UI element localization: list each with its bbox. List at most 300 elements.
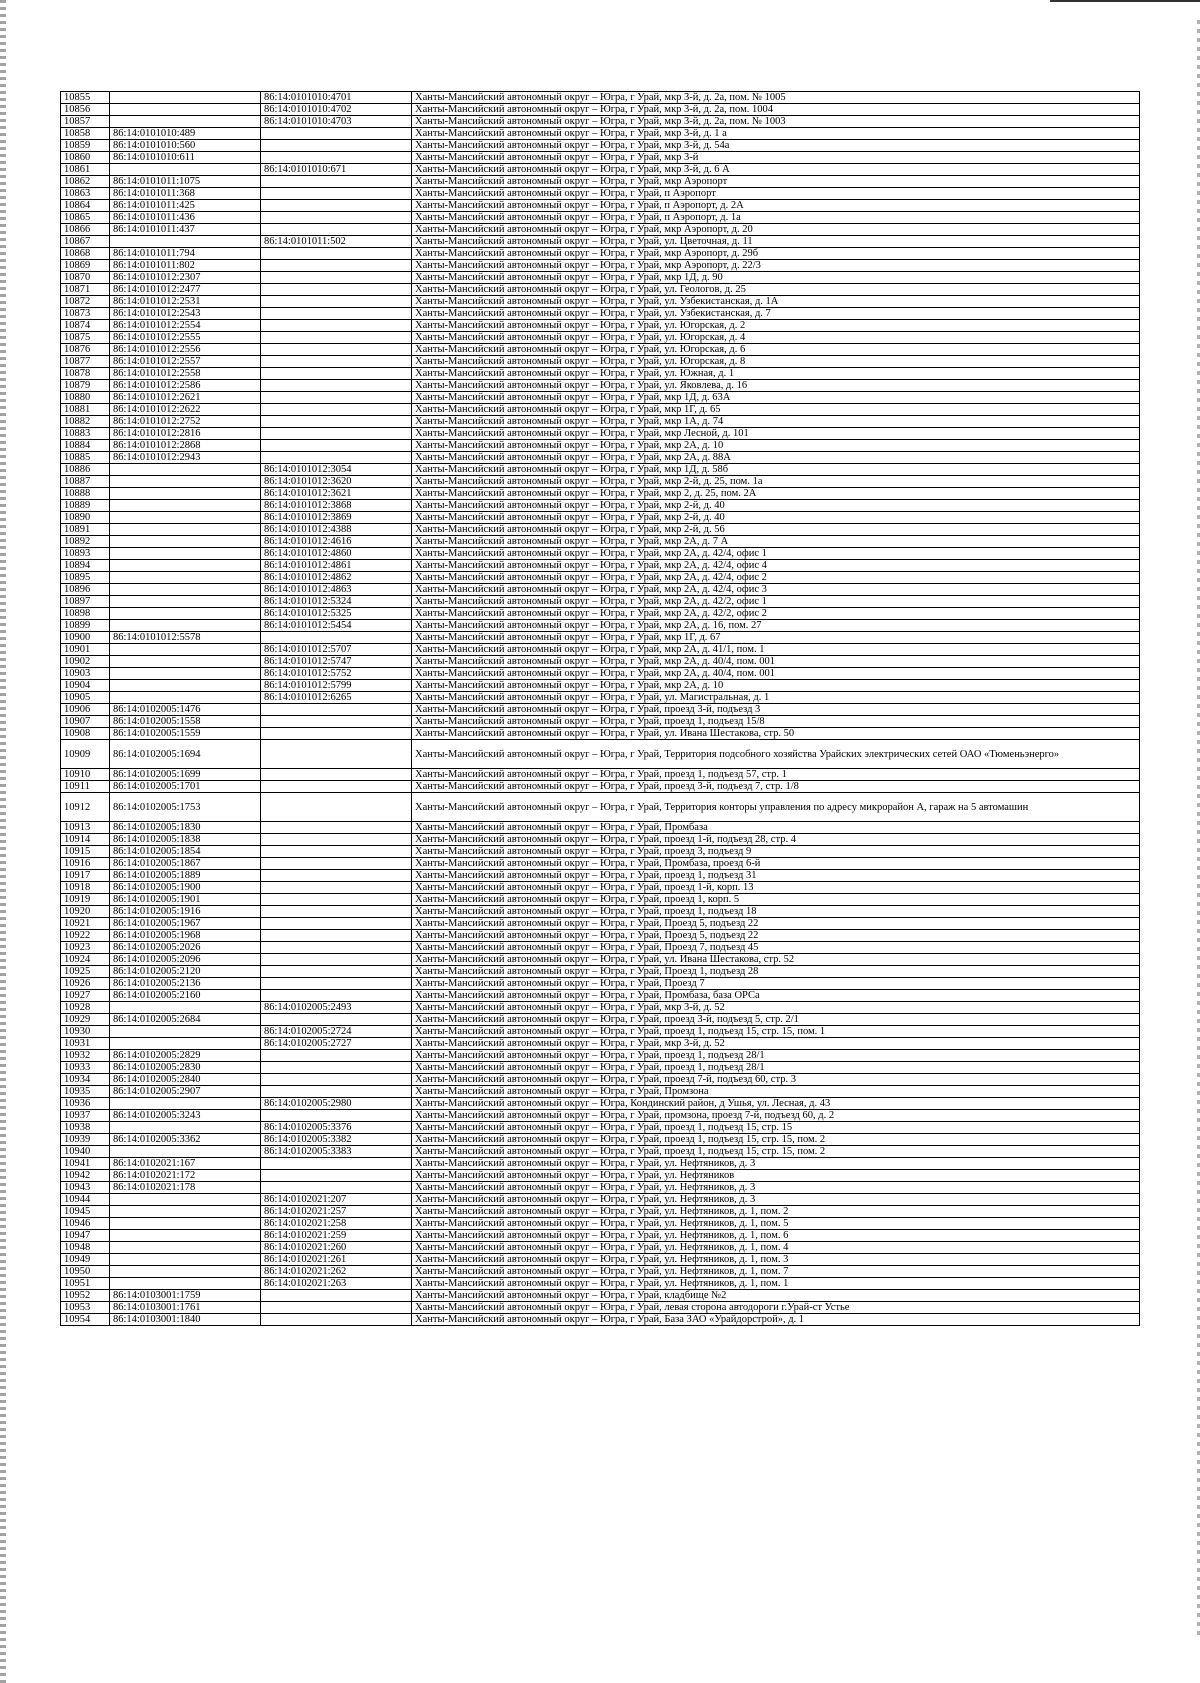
address-cell: Ханты-Мансийский автономный округ – Югра, г Урай, ул. Югорская, д. 8 — [412, 356, 1140, 368]
row-number-cell: 10934 — [61, 1074, 110, 1086]
table-row — [61, 906, 1140, 918]
cadastral-number-alt-cell — [261, 1158, 412, 1170]
table-row — [61, 200, 1140, 212]
row-number-cell: 10943 — [61, 1182, 110, 1194]
address-cell: Ханты-Мансийский автономный округ – Югра, г Урай, мкр 1Д, д. 63А — [412, 392, 1140, 404]
table-row — [61, 212, 1140, 224]
address-cell: Ханты-Мансийский автономный округ – Югра, г Урай, проезд 3-й, подъезд 7, стр. 1/8 — [412, 781, 1140, 793]
address-cell: Ханты-Мансийский автономный округ – Югра, г Урай, Территория подсобного хозяйства Урайских электрических сетей ОАО «Тюменьэнерго» — [412, 740, 1140, 769]
table-row — [61, 1206, 1140, 1218]
cadastral-number-cell: 86:14:0102005:2136 — [110, 978, 261, 990]
address-cell: Ханты-Мансийский автономный округ – Югра, г Урай, мкр 3-й, д. 2а, пом. № 1003 — [412, 116, 1140, 128]
cadastral-number-alt-cell: 86:14:0102005:2980 — [261, 1098, 412, 1110]
row-number-cell: 10950 — [61, 1266, 110, 1278]
table-row — [61, 1122, 1140, 1134]
table-row — [61, 332, 1140, 344]
address-cell: Ханты-Мансийский автономный округ – Югра, г Урай, проезд 1, подъезд 28/1 — [412, 1062, 1140, 1074]
table-row — [61, 488, 1140, 500]
address-cell: Ханты-Мансийский автономный округ – Югра, г Урай, мкр 1Д, д. 90 — [412, 272, 1140, 284]
row-number-cell: 10859 — [61, 140, 110, 152]
row-number-cell: 10945 — [61, 1206, 110, 1218]
cadastral-number-alt-cell — [261, 452, 412, 464]
table-row — [61, 632, 1140, 644]
cadastral-number-cell: 86:14:0102005:1900 — [110, 882, 261, 894]
address-cell: Ханты-Мансийский автономный округ – Югра, г Урай, мкр 1А, д. 74 — [412, 416, 1140, 428]
cadastral-number-cell: 86:14:0102005:1699 — [110, 769, 261, 781]
cadastral-number-alt-cell — [261, 728, 412, 740]
row-number-cell: 10938 — [61, 1122, 110, 1134]
row-number-cell: 10874 — [61, 320, 110, 332]
cadastral-number-alt-cell — [261, 1014, 412, 1026]
row-number-cell: 10954 — [61, 1314, 110, 1326]
table-row — [61, 1062, 1140, 1074]
address-cell: Ханты-Мансийский автономный округ – Югра, г Урай, ул. Яковлева, д. 16 — [412, 380, 1140, 392]
address-cell: Ханты-Мансийский автономный округ – Югра, г Урай, мкр 2-й, д. 56 — [412, 524, 1140, 536]
cadastral-number-cell: 86:14:0103001:1840 — [110, 1314, 261, 1326]
cadastral-number-cell: 86:14:0103001:1759 — [110, 1290, 261, 1302]
cadastral-number-alt-cell — [261, 1110, 412, 1122]
registry-table — [60, 91, 1140, 1326]
address-cell: Ханты-Мансийский автономный округ – Югра, г Урай, проезд 3, подъезд 9 — [412, 846, 1140, 858]
cadastral-number-alt-cell — [261, 990, 412, 1002]
cadastral-number-cell: 86:14:0102005:1830 — [110, 822, 261, 834]
row-number-cell: 10933 — [61, 1062, 110, 1074]
cadastral-number-alt-cell — [261, 846, 412, 858]
table-row — [61, 128, 1140, 140]
row-number-cell: 10953 — [61, 1302, 110, 1314]
row-number-cell: 10932 — [61, 1050, 110, 1062]
table-row — [61, 572, 1140, 584]
table-row — [61, 704, 1140, 716]
address-cell: Ханты-Мансийский автономный округ – Югра, г Урай, ул. Нефтяников, д. 1, пом. 2 — [412, 1206, 1140, 1218]
row-number-cell: 10920 — [61, 906, 110, 918]
row-number-cell: 10906 — [61, 704, 110, 716]
cadastral-number-cell — [110, 620, 261, 632]
table-row — [61, 781, 1140, 793]
cadastral-number-alt-cell: 86:14:0101011:502 — [261, 236, 412, 248]
cadastral-number-cell — [110, 1254, 261, 1266]
cadastral-number-alt-cell — [261, 978, 412, 990]
table-row — [61, 344, 1140, 356]
row-number-cell: 10868 — [61, 248, 110, 260]
table-row — [61, 176, 1140, 188]
table-row — [61, 548, 1140, 560]
cadastral-number-alt-cell — [261, 894, 412, 906]
address-cell: Ханты-Мансийский автономный округ – Югра, г Урай, ул. Нефтяников, д. 3 — [412, 1194, 1140, 1206]
row-number-cell: 10914 — [61, 834, 110, 846]
address-cell: Ханты-Мансийский автономный округ – Югра, г Урай, проезд 1, подъезд 15/8 — [412, 716, 1140, 728]
table-row — [61, 512, 1140, 524]
address-cell: Ханты-Мансийский автономный округ – Югра, г Урай, проезд 1, подъезд 15, стр. 15, пом. 1 — [412, 1026, 1140, 1038]
cadastral-number-cell — [110, 464, 261, 476]
cadastral-number-alt-cell: 86:14:0101012:5752 — [261, 668, 412, 680]
row-number-cell: 10913 — [61, 822, 110, 834]
cadastral-number-cell — [110, 1230, 261, 1242]
cadastral-number-alt-cell — [261, 344, 412, 356]
cadastral-number-cell: 86:14:0102005:1854 — [110, 846, 261, 858]
address-cell: Ханты-Мансийский автономный округ – Югра, г Урай, мкр 3-й, д. 1 а — [412, 128, 1140, 140]
row-number-cell: 10936 — [61, 1098, 110, 1110]
cadastral-number-cell: 86:14:0102005:2160 — [110, 990, 261, 1002]
address-cell: Ханты-Мансийский автономный округ – Югра, г Урай, мкр 2А, д. 42/4, офис 4 — [412, 560, 1140, 572]
table-row — [61, 692, 1140, 704]
table-row — [61, 1218, 1140, 1230]
cadastral-number-alt-cell — [261, 416, 412, 428]
cadastral-number-cell — [110, 608, 261, 620]
cadastral-number-cell: 86:14:0102005:1967 — [110, 918, 261, 930]
table-row — [61, 596, 1140, 608]
cadastral-number-cell: 86:14:0102005:3243 — [110, 1110, 261, 1122]
table-row — [61, 368, 1140, 380]
row-number-cell: 10883 — [61, 428, 110, 440]
cadastral-number-alt-cell: 86:14:0101010:4702 — [261, 104, 412, 116]
table-row — [61, 858, 1140, 870]
table-row — [61, 918, 1140, 930]
address-cell: Ханты-Мансийский автономный округ – Югра, г Урай, мкр Аэропорт, д. 20 — [412, 224, 1140, 236]
cadastral-number-cell: 86:14:0102005:1558 — [110, 716, 261, 728]
cadastral-number-alt-cell — [261, 781, 412, 793]
cadastral-number-cell — [110, 1206, 261, 1218]
address-cell: Ханты-Мансийский автономный округ – Югра, г Урай, мкр 3-й — [412, 152, 1140, 164]
row-number-cell: 10871 — [61, 284, 110, 296]
address-cell: Ханты-Мансийский автономный округ – Югра, г Урай, мкр 2А, д. 42/4, офис 1 — [412, 548, 1140, 560]
address-cell: Ханты-Мансийский автономный округ – Югра, г Урай, ул. Югорская, д. 4 — [412, 332, 1140, 344]
row-number-cell: 10889 — [61, 500, 110, 512]
cadastral-number-alt-cell — [261, 942, 412, 954]
address-cell: Ханты-Мансийский автономный округ – Югра, г Урай, мкр 1Г, д. 65 — [412, 404, 1140, 416]
table-row — [61, 822, 1140, 834]
row-number-cell: 10923 — [61, 942, 110, 954]
cadastral-number-cell: 86:14:0102005:1694 — [110, 740, 261, 769]
cadastral-number-alt-cell — [261, 882, 412, 894]
row-number-cell: 10912 — [61, 793, 110, 822]
cadastral-number-alt-cell — [261, 332, 412, 344]
row-number-cell: 10930 — [61, 1026, 110, 1038]
table-row — [61, 894, 1140, 906]
address-cell: Ханты-Мансийский автономный округ – Югра, г Урай, мкр 2А, д. 16, пом. 27 — [412, 620, 1140, 632]
cadastral-number-alt-cell: 86:14:0101012:3620 — [261, 476, 412, 488]
row-number-cell: 10915 — [61, 846, 110, 858]
table-row — [61, 620, 1140, 632]
cadastral-number-alt-cell — [261, 284, 412, 296]
table-row — [61, 644, 1140, 656]
row-number-cell: 10876 — [61, 344, 110, 356]
address-cell: Ханты-Мансийский автономный округ – Югра, г Урай, мкр Лесной, д. 101 — [412, 428, 1140, 440]
cadastral-number-alt-cell — [261, 176, 412, 188]
cadastral-number-alt-cell: 86:14:0101012:5325 — [261, 608, 412, 620]
cadastral-number-alt-cell — [261, 404, 412, 416]
address-cell: Ханты-Мансийский автономный округ – Югра, г Урай, Проезд 7 — [412, 978, 1140, 990]
row-number-cell: 10919 — [61, 894, 110, 906]
address-cell: Ханты-Мансийский автономный округ – Югра, г Урай, мкр 2А, д. 40/4, пом. 001 — [412, 656, 1140, 668]
table-row — [61, 224, 1140, 236]
table-row — [61, 1158, 1140, 1170]
scan-edge-left — [0, 0, 6, 1683]
table-row — [61, 870, 1140, 882]
cadastral-number-cell — [110, 692, 261, 704]
table-row — [61, 1194, 1140, 1206]
cadastral-number-cell: 86:14:0102005:1867 — [110, 858, 261, 870]
cadastral-number-cell — [110, 644, 261, 656]
table-row — [61, 1050, 1140, 1062]
cadastral-number-cell: 86:14:0102005:1753 — [110, 793, 261, 822]
table-row — [61, 392, 1140, 404]
row-number-cell: 10867 — [61, 236, 110, 248]
address-cell: Ханты-Мансийский автономный округ – Югра, г Урай, левая сторона автодороги г.Урай-ст Устье — [412, 1302, 1140, 1314]
row-number-cell: 10928 — [61, 1002, 110, 1014]
address-cell: Ханты-Мансийский автономный округ – Югра, г Урай, ул. Магистральная, д. 1 — [412, 692, 1140, 704]
address-cell: Ханты-Мансийский автономный округ – Югра, г Урай, Промзона — [412, 1086, 1140, 1098]
table-row — [61, 404, 1140, 416]
cadastral-number-cell: 86:14:0102005:3362 — [110, 1134, 261, 1146]
table-row — [61, 793, 1140, 822]
cadastral-number-cell: 86:14:0101010:611 — [110, 152, 261, 164]
table-row — [61, 728, 1140, 740]
cadastral-number-alt-cell — [261, 392, 412, 404]
address-cell: Ханты-Мансийский автономный округ – Югра, г Урай, кладбище №2 — [412, 1290, 1140, 1302]
cadastral-number-alt-cell — [261, 769, 412, 781]
cadastral-number-cell: 86:14:0102005:1916 — [110, 906, 261, 918]
cadastral-number-cell — [110, 164, 261, 176]
row-number-cell: 10869 — [61, 260, 110, 272]
row-number-cell: 10949 — [61, 1254, 110, 1266]
cadastral-number-cell: 86:14:0102005:1838 — [110, 834, 261, 846]
address-cell: Ханты-Мансийский автономный округ – Югра, г Урай, п Аэропорт, д. 1а — [412, 212, 1140, 224]
cadastral-number-alt-cell: 86:14:0102021:207 — [261, 1194, 412, 1206]
cadastral-number-alt-cell — [261, 740, 412, 769]
address-cell: Ханты-Мансийский автономный округ – Югра, г Урай, мкр 2А, д. 41/1, пом. 1 — [412, 644, 1140, 656]
cadastral-number-alt-cell — [261, 260, 412, 272]
cadastral-number-cell — [110, 584, 261, 596]
address-cell: Ханты-Мансийский автономный округ – Югра, г Урай, ул. Югорская, д. 6 — [412, 344, 1140, 356]
cadastral-number-alt-cell — [261, 296, 412, 308]
cadastral-number-cell: 86:14:0101011:794 — [110, 248, 261, 260]
row-number-cell: 10891 — [61, 524, 110, 536]
row-number-cell: 10895 — [61, 572, 110, 584]
row-number-cell: 10904 — [61, 680, 110, 692]
cadastral-number-cell — [110, 92, 261, 104]
table-row — [61, 428, 1140, 440]
cadastral-number-cell — [110, 236, 261, 248]
row-number-cell: 10880 — [61, 392, 110, 404]
address-cell: Ханты-Мансийский автономный округ – Югра, г Урай, мкр 2А, д. 10 — [412, 440, 1140, 452]
address-cell: Ханты-Мансийский автономный округ – Югра, г Урай, мкр 2А, д. 42/4, офис 2 — [412, 572, 1140, 584]
table-row — [61, 1074, 1140, 1086]
cadastral-number-cell — [110, 1146, 261, 1158]
cadastral-number-alt-cell: 86:14:0101012:4616 — [261, 536, 412, 548]
row-number-cell: 10911 — [61, 781, 110, 793]
table-row — [61, 452, 1140, 464]
address-cell: Ханты-Мансийский автономный округ – Югра, г Урай, Промбаза — [412, 822, 1140, 834]
row-number-cell: 10900 — [61, 632, 110, 644]
cadastral-number-alt-cell: 86:14:0101012:3054 — [261, 464, 412, 476]
cadastral-number-cell: 86:14:0102005:2096 — [110, 954, 261, 966]
table-row — [61, 1038, 1140, 1050]
cadastral-number-alt-cell — [261, 1302, 412, 1314]
address-cell: Ханты-Мансийский автономный округ – Югра, г Урай, промзона, проезд 7-й, подъезд 60, д. 2 — [412, 1110, 1140, 1122]
table-row — [61, 846, 1140, 858]
table-row — [61, 416, 1140, 428]
row-number-cell: 10908 — [61, 728, 110, 740]
row-number-cell: 10877 — [61, 356, 110, 368]
cadastral-number-cell: 86:14:0102021:172 — [110, 1170, 261, 1182]
cadastral-number-alt-cell — [261, 834, 412, 846]
table-row — [61, 1170, 1140, 1182]
table-row — [61, 882, 1140, 894]
cadastral-number-alt-cell — [261, 870, 412, 882]
cadastral-number-alt-cell — [261, 128, 412, 140]
address-cell: Ханты-Мансийский автономный округ – Югра, г Урай, мкр 2А, д. 10 — [412, 680, 1140, 692]
row-number-cell: 10855 — [61, 92, 110, 104]
table-row — [61, 1242, 1140, 1254]
row-number-cell: 10893 — [61, 548, 110, 560]
cadastral-number-cell — [110, 1122, 261, 1134]
cadastral-number-alt-cell: 86:14:0102021:261 — [261, 1254, 412, 1266]
cadastral-number-alt-cell — [261, 248, 412, 260]
table-row — [61, 236, 1140, 248]
row-number-cell: 10887 — [61, 476, 110, 488]
row-number-cell: 10866 — [61, 224, 110, 236]
cadastral-number-alt-cell: 86:14:0101012:4861 — [261, 560, 412, 572]
table-row — [61, 536, 1140, 548]
address-cell: Ханты-Мансийский автономный округ – Югра, г Урай, ул. Нефтяников, д. 1, пом. 1 — [412, 1278, 1140, 1290]
table-row — [61, 296, 1140, 308]
cadastral-number-cell: 86:14:0102005:2026 — [110, 942, 261, 954]
cadastral-number-cell: 86:14:0101012:2557 — [110, 356, 261, 368]
row-number-cell: 10947 — [61, 1230, 110, 1242]
table-row — [61, 116, 1140, 128]
cadastral-number-alt-cell — [261, 188, 412, 200]
cadastral-number-cell — [110, 656, 261, 668]
cadastral-number-cell — [110, 680, 261, 692]
cadastral-number-alt-cell — [261, 224, 412, 236]
row-number-cell: 10897 — [61, 596, 110, 608]
table-row — [61, 188, 1140, 200]
cadastral-number-cell — [110, 116, 261, 128]
cadastral-number-cell: 86:14:0102005:2684 — [110, 1014, 261, 1026]
row-number-cell: 10918 — [61, 882, 110, 894]
cadastral-number-alt-cell: 86:14:0101010:671 — [261, 164, 412, 176]
cadastral-number-alt-cell — [261, 822, 412, 834]
row-number-cell: 10872 — [61, 296, 110, 308]
table-row — [61, 716, 1140, 728]
cadastral-number-cell: 86:14:0101010:489 — [110, 128, 261, 140]
table-row — [61, 1302, 1140, 1314]
table-row — [61, 930, 1140, 942]
cadastral-number-cell: 86:14:0101012:2555 — [110, 332, 261, 344]
cadastral-number-cell: 86:14:0102005:1476 — [110, 704, 261, 716]
row-number-cell: 10942 — [61, 1170, 110, 1182]
cadastral-number-alt-cell — [261, 272, 412, 284]
cadastral-number-alt-cell — [261, 1314, 412, 1326]
row-number-cell: 10946 — [61, 1218, 110, 1230]
cadastral-number-alt-cell: 86:14:0101012:3869 — [261, 512, 412, 524]
cadastral-number-alt-cell: 86:14:0102005:2724 — [261, 1026, 412, 1038]
row-number-cell: 10935 — [61, 1086, 110, 1098]
cadastral-number-cell: 86:14:0101012:2531 — [110, 296, 261, 308]
address-cell: Ханты-Мансийский автономный округ – Югра, г Урай, База ЗАО «Урайдорстрой», д. 1 — [412, 1314, 1140, 1326]
cadastral-number-cell — [110, 524, 261, 536]
table-row — [61, 284, 1140, 296]
cadastral-number-alt-cell: 86:14:0101012:5324 — [261, 596, 412, 608]
table-row — [61, 1014, 1140, 1026]
table-row — [61, 1002, 1140, 1014]
cadastral-number-cell: 86:14:0101011:802 — [110, 260, 261, 272]
address-cell: Ханты-Мансийский автономный округ – Югра, г Урай, мкр 1Г, д. 67 — [412, 632, 1140, 644]
cadastral-number-cell: 86:14:0102005:1889 — [110, 870, 261, 882]
row-number-cell: 10916 — [61, 858, 110, 870]
cadastral-number-alt-cell — [261, 356, 412, 368]
cadastral-number-cell — [110, 1002, 261, 1014]
row-number-cell: 10929 — [61, 1014, 110, 1026]
table-row — [61, 1278, 1140, 1290]
row-number-cell: 10857 — [61, 116, 110, 128]
table-row — [61, 1290, 1140, 1302]
cadastral-number-cell: 86:14:0101011:437 — [110, 224, 261, 236]
table-row — [61, 668, 1140, 680]
cadastral-number-alt-cell — [261, 954, 412, 966]
cadastral-number-alt-cell — [261, 632, 412, 644]
address-cell: Ханты-Мансийский автономный округ – Югра, г Урай, проезд 1, подъезд 15, стр. 15 — [412, 1122, 1140, 1134]
cadastral-number-alt-cell: 86:14:0101012:5454 — [261, 620, 412, 632]
cadastral-number-alt-cell: 86:14:0101012:5799 — [261, 680, 412, 692]
table-row — [61, 500, 1140, 512]
cadastral-number-alt-cell: 86:14:0102021:262 — [261, 1266, 412, 1278]
address-cell: Ханты-Мансийский автономный округ – Югра, г Урай, проезд 1, корп. 5 — [412, 894, 1140, 906]
row-number-cell: 10901 — [61, 644, 110, 656]
address-cell: Ханты-Мансийский автономный округ – Югра, г Урай, мкр 2А, д. 42/4, офис 3 — [412, 584, 1140, 596]
cadastral-number-alt-cell — [261, 1062, 412, 1074]
address-cell: Ханты-Мансийский автономный округ – Югра, г Урай, ул. Нефтяников, д. 1, пом. 7 — [412, 1266, 1140, 1278]
cadastral-number-alt-cell — [261, 1290, 412, 1302]
row-number-cell: 10886 — [61, 464, 110, 476]
cadastral-number-cell: 86:14:0103001:1761 — [110, 1302, 261, 1314]
table-row — [61, 140, 1140, 152]
cadastral-number-alt-cell — [261, 1050, 412, 1062]
cadastral-number-alt-cell: 86:14:0101012:3868 — [261, 500, 412, 512]
row-number-cell: 10888 — [61, 488, 110, 500]
table-row — [61, 272, 1140, 284]
cadastral-number-alt-cell: 86:14:0102021:259 — [261, 1230, 412, 1242]
address-cell: Ханты-Мансийский автономный округ – Югра, г Урай, ул. Нефтяников, д. 1, пом. 4 — [412, 1242, 1140, 1254]
cadastral-number-cell: 86:14:0102005:1701 — [110, 781, 261, 793]
address-cell: Ханты-Мансийский автономный округ – Югра, г Урай, мкр 3-й, д. 52 — [412, 1002, 1140, 1014]
cadastral-number-alt-cell — [261, 1182, 412, 1194]
row-number-cell: 10902 — [61, 656, 110, 668]
address-cell: Ханты-Мансийский автономный округ – Югра, г Урай, мкр 2А, д. 40/4, пом. 001 — [412, 668, 1140, 680]
table-row — [61, 584, 1140, 596]
table-row — [61, 1134, 1140, 1146]
address-cell: Ханты-Мансийский автономный округ – Югра, г Урай, ул. Ивана Шестакова, стр. 50 — [412, 728, 1140, 740]
row-number-cell: 10858 — [61, 128, 110, 140]
row-number-cell: 10865 — [61, 212, 110, 224]
cadastral-number-alt-cell — [261, 200, 412, 212]
cadastral-number-alt-cell: 86:14:0102005:3382 — [261, 1134, 412, 1146]
cadastral-number-cell — [110, 1038, 261, 1050]
cadastral-number-cell — [110, 572, 261, 584]
address-cell: Ханты-Мансийский автономный округ – Югра, г Урай, проезд 7-й, подъезд 60, стр. 3 — [412, 1074, 1140, 1086]
table-row — [61, 942, 1140, 954]
table-row — [61, 1098, 1140, 1110]
table-row — [61, 656, 1140, 668]
row-number-cell: 10861 — [61, 164, 110, 176]
cadastral-number-cell: 86:14:0102005:1901 — [110, 894, 261, 906]
address-cell: Ханты-Мансийский автономный округ – Югра, г Урай, проезд 1-й, корп. 13 — [412, 882, 1140, 894]
address-cell: Ханты-Мансийский автономный округ – Югра, г Урай, мкр Аэропорт, д. 29б — [412, 248, 1140, 260]
cadastral-number-cell: 86:14:0101011:368 — [110, 188, 261, 200]
cadastral-number-alt-cell — [261, 152, 412, 164]
cadastral-number-cell — [110, 476, 261, 488]
